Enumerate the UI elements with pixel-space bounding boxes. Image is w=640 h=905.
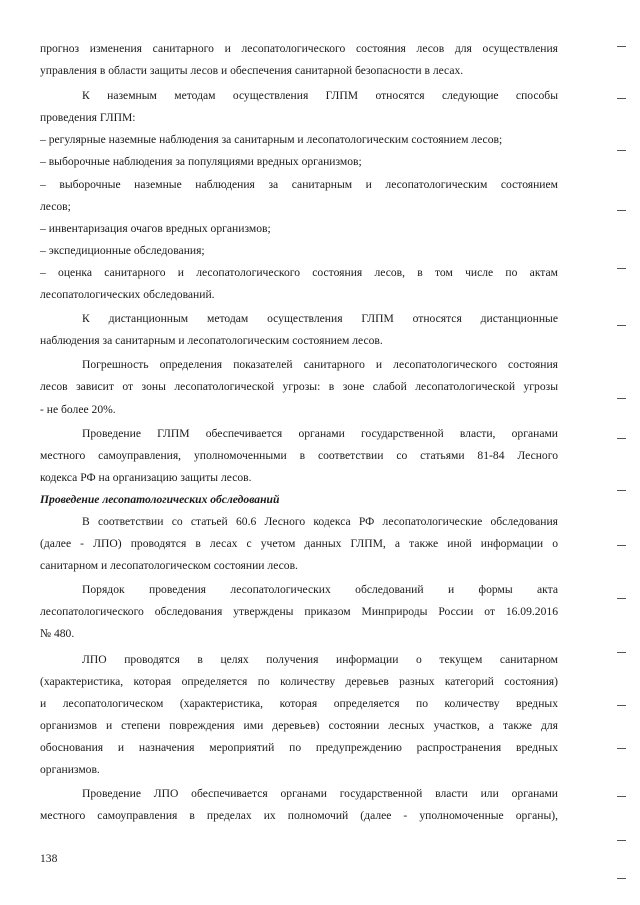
text-line: управления в области защиты лесов и обеспечения санитарной безопасности в лесах. [40, 64, 464, 78]
list-item: лесопатологических обследований. [40, 288, 215, 302]
text-line: - не более 20%. [40, 402, 116, 416]
text-line: обоснования и назначения мероприятий по предупреждению распространения вредных [40, 740, 558, 754]
text-line: наблюдения за санитарным и лесопатологическим состоянием лесов. [40, 334, 383, 348]
text-line: местного самоуправления в пределах их полномочий (далее - уполномоченные органы), [40, 809, 558, 823]
text-line: К наземным методам осуществления ГЛПМ относятся следующие способы [82, 89, 558, 103]
list-item: лесов; [40, 199, 71, 213]
list-item: – инвентаризация очагов вредных организмов; [40, 221, 271, 235]
text-line: прогноз изменения санитарного и лесопатологического состояния лесов для осуществления [40, 42, 558, 55]
text-line: лесопатологического обследования утверждены приказом Минприроды России от 16.09.2016 [40, 605, 558, 619]
text-line: кодекса РФ на организацию защиты лесов. [40, 470, 252, 484]
list-item: – экспедиционные обследования; [40, 243, 205, 257]
text-line: местного самоуправления, уполномоченными в соответствии со статьями 81-84 Лесного [40, 448, 558, 462]
scan-edge-mark [617, 398, 626, 399]
scan-edge-mark [617, 210, 626, 211]
text-line: лесов зависит от зоны лесопатологической угрозы: в зоне слабой лесопатологической угрозы [40, 380, 558, 394]
list-item: – оценка санитарного и лесопатологического состояния лесов, в том числе по актам [40, 265, 558, 279]
scan-edge-mark [617, 268, 626, 269]
text-line: В соответствии со статьей 60.6 Лесного кодекса РФ лесопатологические обследования [82, 514, 558, 528]
list-item: – выборочные наземные наблюдения за санитарным и лесопатологическим состоянием [40, 177, 558, 191]
text-line: ЛПО проводятся в целях получения информации о текущем санитарном [82, 652, 558, 666]
scan-edge-mark [617, 325, 626, 326]
scan-edge-mark [617, 150, 626, 151]
text-line: санитарном и лесопатологическом состоянии лесов. [40, 559, 298, 573]
scan-edge-mark [617, 598, 626, 599]
scan-edge-mark [617, 840, 626, 841]
text-line: и лесопатологическом (характеристика, которая определяется по количеству вредных [40, 696, 558, 710]
text-line: Погрешность определения показателей санитарного и лесопатологического состояния [82, 358, 558, 372]
scan-edge-mark [617, 705, 626, 706]
text-line: проведения ГЛПМ: [40, 111, 136, 125]
text-line: Порядок проведения лесопатологических обследований и формы акта [82, 583, 558, 597]
scan-edge-mark [617, 748, 626, 749]
scan-edge-mark [617, 545, 626, 546]
text-line: организмов и степени повреждения ими деревьев) состоянии лесных участков, а также для [40, 718, 558, 732]
list-item: – регулярные наземные наблюдения за санитарным и лесопатологическим состоянием лесов; [40, 133, 503, 147]
text-line: (далее - ЛПО) проводятся в лесах с учетом данных ГЛПМ, а также иной информации о [40, 537, 558, 551]
text-line: Проведение ЛПО обеспечивается органами государственной власти или органами [82, 787, 558, 801]
text-line: (характеристика, которая определяется по количеству деревьев разных категорий состояния) [40, 674, 558, 688]
list-item: – выборочные наблюдения за популяциями вредных организмов; [40, 155, 362, 169]
scan-edge-mark [617, 796, 626, 797]
text-line: Проведение ГЛПМ обеспечивается органами государственной власти, органами [82, 426, 558, 440]
text-line: № 480. [40, 627, 75, 641]
scan-edge-mark [617, 98, 626, 99]
scan-edge-mark [617, 878, 626, 879]
scan-edge-mark [617, 490, 626, 491]
text-line: организмов. [40, 763, 100, 776]
scan-edge-mark [617, 46, 626, 47]
page-body [40, 38, 558, 827]
scan-edge-mark [617, 652, 626, 653]
section-heading: Проведение лесопатологических обследований [40, 492, 280, 506]
page-number: 138 [40, 852, 58, 865]
scan-edge-mark [617, 438, 626, 439]
text-line: К дистанционным методам осуществления ГЛПМ относятся дистанционные [82, 312, 558, 326]
